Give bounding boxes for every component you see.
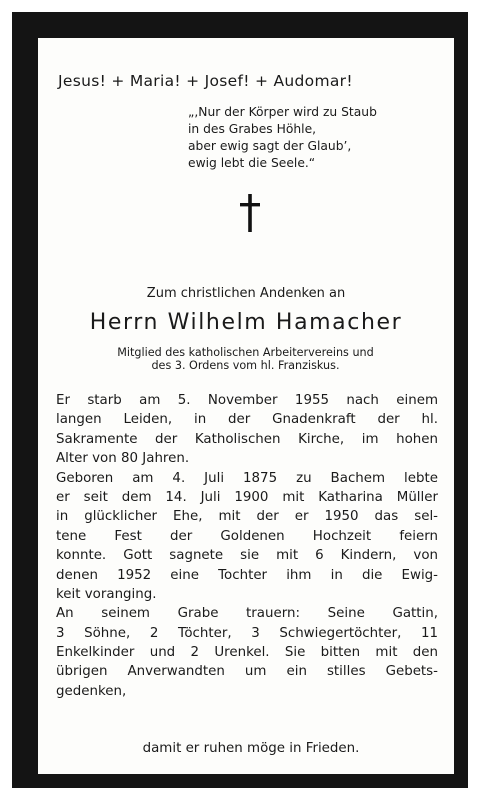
- body-line: Sakramente der Katholischen Kirche, im hohen: [56, 431, 438, 447]
- poem-line: aber ewig sagt der Glaub’,: [188, 139, 352, 153]
- body-line: 3 Söhne, 2 Töchter, 3 Schwiegertöchter, 11: [56, 625, 438, 641]
- closing-line: damit er ruhen möge in Frieden.: [142, 741, 360, 756]
- body-line: An seinem Grabe trauern: Seine Gattin,: [56, 606, 438, 622]
- poem-verse: [188, 104, 377, 172]
- body-line: Geboren am 4. Juli 1875 zu Bachem lebte: [56, 470, 438, 486]
- body-line: übrigen Anverwandten um ein stilles Gebets-: [56, 664, 438, 680]
- membership-text: [58, 346, 433, 372]
- body-line: Er starb am 5. November 1955 nach einem: [56, 393, 438, 408]
- body-line: keit voranging.: [56, 586, 157, 602]
- memorial-card: [38, 38, 454, 774]
- invocation-line: Jesus! + Maria! + Josef! + Audomar!: [58, 72, 353, 90]
- body-line: gedenken,: [56, 683, 127, 699]
- poem-line: „,Nur der Körper wird zu Staub: [188, 105, 377, 119]
- obituary-body: [56, 391, 438, 701]
- cross-icon: [238, 194, 262, 232]
- body-line: in glücklicher Ehe, mit der er 1950 das sel-: [56, 509, 438, 525]
- body-line: er seit dem 14. Juli 1900 mit Katharina Müller: [56, 489, 438, 505]
- membership-line: Mitglied des katholischen Arbeitervereins und: [117, 346, 374, 359]
- poem-line: in des Grabes Höhle,: [188, 122, 317, 136]
- body-line: Alter von 80 Jahren.: [56, 451, 190, 467]
- deceased-name: Herrn Wilhelm Hamacher: [89, 310, 403, 335]
- body-line: denen 1952 eine Tochter ihm in die Ewig-: [56, 567, 438, 583]
- membership-line: des 3. Ordens vom hl. Franziskus.: [151, 359, 340, 372]
- memorial-card-border: [12, 12, 468, 788]
- body-line: Enkelkinder und 2 Urenkel. Sie bitten mit den: [56, 645, 438, 661]
- poem-line: ewig lebt die Seele.“: [188, 156, 316, 170]
- body-line: konnte. Gott sagnete sie mit 6 Kindern, von: [56, 548, 438, 564]
- body-line: tene Fest der Goldenen Hochzeit feiern: [56, 528, 438, 544]
- body-line: langen Leiden, in der Gnadenkraft der hl.: [56, 412, 438, 428]
- intro-text: Zum christlichen Andenken an: [146, 286, 346, 301]
